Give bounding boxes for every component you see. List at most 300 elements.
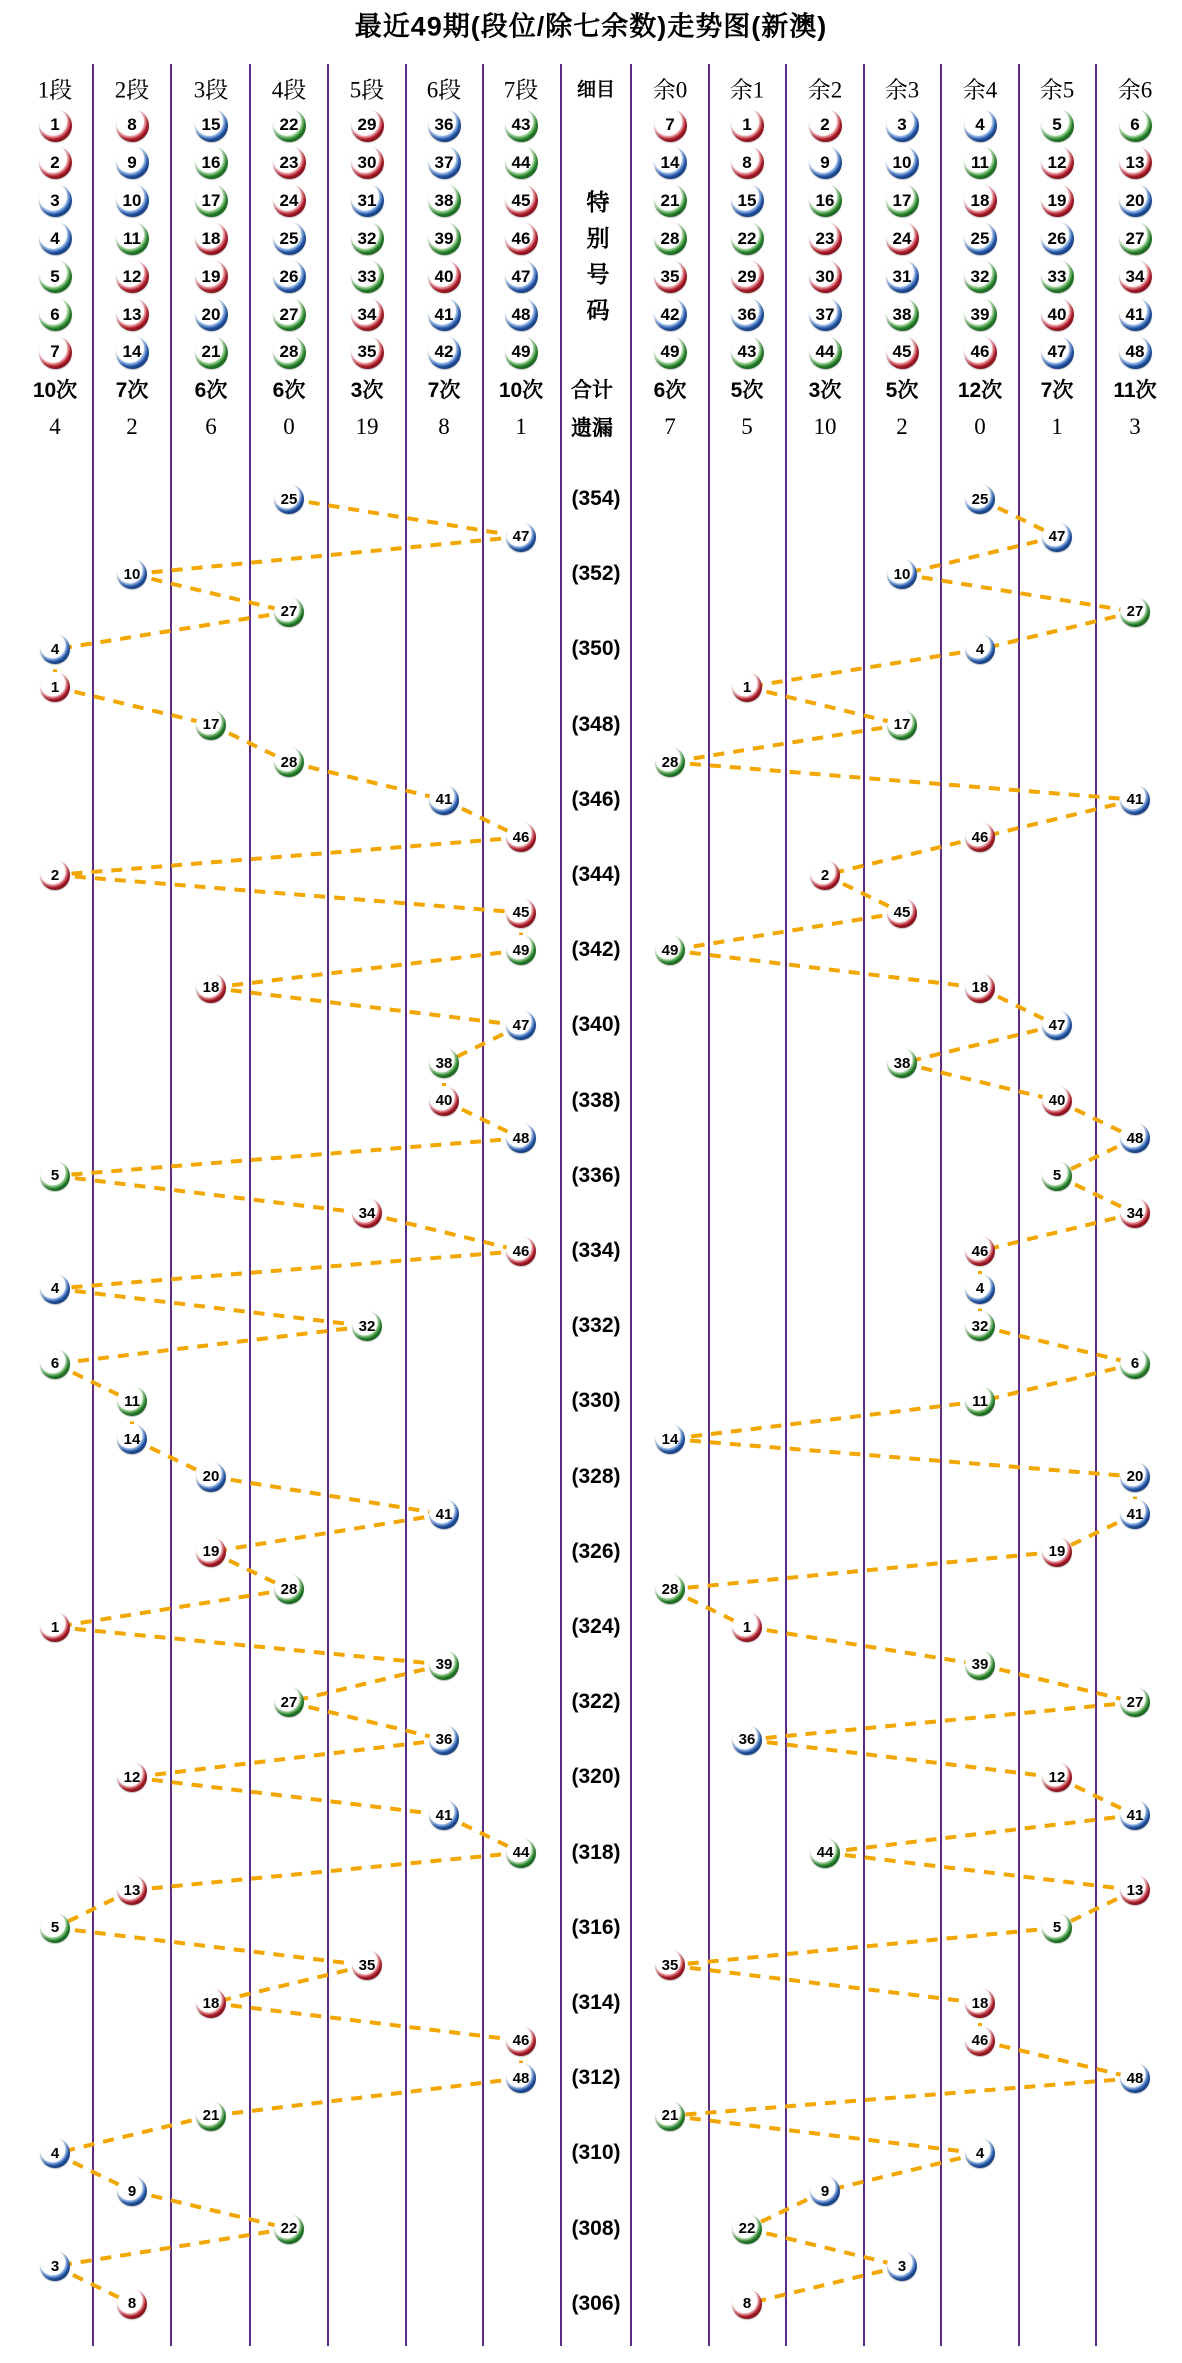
miss-count: 7: [664, 414, 676, 439]
trend-segment-left: [55, 1289, 367, 1327]
header-ball: 5: [39, 260, 72, 293]
header-ball: 35: [351, 336, 384, 369]
chart-ball: 11: [117, 1386, 147, 1416]
miss-count: 6: [205, 414, 217, 439]
period-label: (314): [571, 1991, 621, 2014]
header-ball: 28: [273, 336, 306, 369]
period-label: (320): [571, 1765, 621, 1789]
chart-ball: 39: [965, 1650, 995, 1680]
trend-segment-right: [980, 1665, 1135, 1703]
chart-ball: 35: [352, 1950, 382, 1980]
trend-segment-left: [211, 2003, 521, 2041]
chart-ball: 3: [40, 2251, 70, 2281]
header-ball: 14: [654, 146, 687, 179]
trend-segment-right: [670, 1401, 980, 1439]
header-ball: 26: [273, 260, 306, 293]
period-label: (308): [571, 2216, 621, 2240]
chart-ball: 1: [732, 1612, 762, 1642]
chart-ball: 35: [655, 1950, 685, 1980]
chart-ball: 22: [732, 2214, 762, 2244]
chart-ball: 20: [196, 1462, 226, 1492]
header-ball: 11: [116, 222, 149, 255]
trend-segment-right: [980, 612, 1135, 650]
chart-ball: 4: [965, 1274, 995, 1304]
period-label: (324): [571, 1615, 621, 1638]
header-ball: 4: [39, 222, 72, 255]
miss-count: 2: [896, 414, 908, 439]
trend-segment-right: [670, 762, 1135, 800]
column-header-remainder: 余1: [729, 77, 765, 103]
chart-ball: 48: [506, 1123, 536, 1153]
header-ball: 40: [1041, 298, 1074, 331]
chart-ball: 46: [965, 822, 995, 852]
trend-segment-left: [55, 1138, 521, 1176]
chart-ball: 40: [1042, 1086, 1072, 1116]
header-ball: 25: [273, 222, 306, 255]
header-ball: 1: [731, 109, 764, 142]
chart-ball: 25: [965, 484, 995, 514]
total-count: 6次: [272, 379, 306, 402]
trend-segment-right: [980, 1364, 1135, 1402]
chart-ball: 27: [1120, 597, 1150, 627]
column-header-segment: 4段: [271, 77, 307, 103]
period-label: (326): [571, 1539, 621, 1563]
chart-ball: 46: [965, 1236, 995, 1266]
header-ball: 17: [886, 184, 919, 217]
chart-ball: 21: [196, 2101, 226, 2131]
column-header-remainder: 余0: [652, 77, 688, 103]
header-ball: 35: [654, 260, 687, 293]
trend-segment-left: [211, 950, 521, 988]
header-ball: 47: [1041, 336, 1074, 369]
trend-segment-left: [132, 2191, 289, 2229]
header-ball: 7: [39, 336, 72, 369]
header-ball: 33: [1041, 260, 1074, 293]
chart-ball: 46: [506, 1236, 536, 1266]
chart-ball: 4: [965, 634, 995, 664]
trend-segment-left: [132, 1740, 444, 1778]
trend-segment-right: [747, 1740, 1057, 1778]
header-ball: 27: [273, 298, 306, 331]
header-ball: 7: [654, 109, 687, 142]
trend-segment-left: [55, 1928, 367, 1966]
miss-count: 1: [1051, 414, 1063, 439]
chart-ball: 36: [429, 1725, 459, 1755]
miss-count: 19: [355, 414, 379, 439]
header-ball: 36: [428, 109, 461, 142]
trend-segment-right: [670, 950, 980, 988]
header-ball: 31: [351, 184, 384, 217]
header-ball: 48: [1119, 336, 1152, 369]
chart-ball: 45: [887, 898, 917, 928]
header-ball: 5: [1041, 109, 1074, 142]
header-ball: 15: [731, 184, 764, 217]
total-count: 12次: [957, 379, 1003, 402]
chart-ball: 6: [40, 1349, 70, 1379]
chart-ball: 48: [506, 2063, 536, 2093]
trend-segment-left: [132, 1777, 444, 1815]
header-ball: 13: [1119, 146, 1152, 179]
header-ball: 3: [886, 109, 919, 142]
totals-row-label: 合计: [571, 378, 613, 402]
miss-count: 5: [741, 414, 753, 439]
chart-ball: 32: [965, 1311, 995, 1341]
period-label: (316): [571, 1915, 621, 1939]
header-ball: 32: [964, 260, 997, 293]
chart-ball: 19: [1042, 1537, 1072, 1567]
header-ball: 18: [195, 222, 228, 255]
chart-ball: 5: [1042, 1161, 1072, 1191]
chart-ball: 17: [887, 710, 917, 740]
header-ball: 2: [809, 109, 842, 142]
chart-ball: 28: [655, 1574, 685, 1604]
trend-segment-left: [132, 1853, 521, 1891]
trend-segment-right: [670, 2078, 1135, 2116]
total-count: 11次: [1113, 379, 1157, 402]
misses-row-label: 遗漏: [571, 416, 613, 440]
chart-ball: 40: [429, 1086, 459, 1116]
chart-ball: 47: [506, 522, 536, 552]
trend-segment-left: [55, 2116, 211, 2154]
chart-ball: 47: [1042, 1010, 1072, 1040]
chart-ball: 27: [274, 1687, 304, 1717]
chart-ball: 6: [1120, 1349, 1150, 1379]
period-label: (340): [571, 1013, 621, 1037]
header-ball: 39: [964, 298, 997, 331]
chart-ball: 20: [1120, 1462, 1150, 1492]
total-count: 5次: [730, 379, 764, 402]
header-ball: 14: [116, 336, 149, 369]
chart-ball: 11: [965, 1386, 995, 1416]
trend-segment-right: [670, 1439, 1135, 1477]
header-ball: 44: [505, 146, 538, 179]
chart-ball: 5: [40, 1913, 70, 1943]
chart-ball: 46: [506, 2026, 536, 2056]
total-count: 7次: [1040, 379, 1074, 402]
chart-ball: 18: [196, 973, 226, 1003]
page-title: 最近49期(段位/除七余数)走势图(新澳): [354, 11, 828, 42]
total-count: 10次: [498, 379, 544, 402]
miss-count: 3: [1129, 414, 1141, 439]
trend-segment-right: [825, 837, 980, 875]
trend-segment-right: [747, 687, 902, 725]
header-ball: 46: [505, 222, 538, 255]
header-ball: 43: [505, 109, 538, 142]
column-header-segment: 6段: [426, 77, 462, 103]
total-count: 10次: [32, 379, 78, 402]
header-ball: 16: [195, 146, 228, 179]
chart-ball: 49: [506, 935, 536, 965]
miss-count: 0: [283, 414, 295, 439]
column-header-remainder: 余3: [884, 77, 920, 103]
chart-ball: 10: [887, 559, 917, 589]
chart-ball: 41: [1120, 1499, 1150, 1529]
header-ball: 42: [654, 298, 687, 331]
chart-ball: 9: [810, 2176, 840, 2206]
header-ball: 49: [505, 336, 538, 369]
trend-segment-right: [980, 1326, 1135, 1364]
chart-ball: 28: [274, 1574, 304, 1604]
chart-ball: 22: [274, 2214, 304, 2244]
period-label: (350): [571, 637, 621, 661]
trend-segment-left: [55, 1251, 521, 1289]
header-ball: 43: [731, 336, 764, 369]
header-ball: 11: [964, 146, 997, 179]
chart-ball: 18: [196, 1988, 226, 2018]
total-count: 6次: [194, 379, 228, 402]
detail-column-header: 细目: [576, 79, 616, 101]
header-ball: 48: [505, 298, 538, 331]
header-ball: 33: [351, 260, 384, 293]
header-ball: 40: [428, 260, 461, 293]
chart-ball: 2: [40, 860, 70, 890]
chart-ball: 39: [429, 1650, 459, 1680]
chart-ball: 27: [274, 597, 304, 627]
chart-ball: 41: [1120, 1800, 1150, 1830]
period-label: (352): [571, 562, 621, 586]
header-ball: 6: [39, 298, 72, 331]
trend-segment-right: [825, 2153, 980, 2191]
chart-ball: 17: [196, 710, 226, 740]
period-label: (312): [571, 2066, 621, 2090]
trend-segment-left: [289, 762, 444, 800]
trend-segment-right: [825, 1853, 1135, 1891]
header-ball: 31: [886, 260, 919, 293]
trend-segment-left: [211, 1965, 367, 2003]
chart-ball: 5: [1042, 1913, 1072, 1943]
trend-segment-left: [211, 2078, 521, 2116]
trend-segment-left: [55, 875, 521, 913]
total-count: 3次: [350, 379, 384, 402]
header-ball: 41: [428, 298, 461, 331]
trend-segment-left: [289, 1665, 444, 1703]
chart-ball: 38: [429, 1048, 459, 1078]
chart-ball: 36: [732, 1725, 762, 1755]
chart-ball: 4: [40, 634, 70, 664]
period-label: (344): [571, 863, 621, 886]
header-ball: 19: [195, 260, 228, 293]
trend-segment-left: [132, 537, 521, 575]
column-header-segment: 7段: [503, 77, 539, 103]
chart-ball: 44: [506, 1838, 536, 1868]
trend-segment-right: [902, 1063, 1057, 1101]
header-ball: 28: [654, 222, 687, 255]
chart-ball: 48: [1120, 2063, 1150, 2093]
header-ball: 10: [116, 184, 149, 217]
column-header-remainder: 余4: [962, 77, 998, 103]
chart-ball: 21: [655, 2101, 685, 2131]
header-ball: 21: [195, 336, 228, 369]
chart-ball: 28: [655, 747, 685, 777]
chart-ball: 41: [429, 1499, 459, 1529]
header-ball: 32: [351, 222, 384, 255]
total-count: 6次: [653, 379, 687, 402]
trend-segment-right: [902, 537, 1057, 575]
header-ball: 9: [809, 146, 842, 179]
chart-ball: 47: [506, 1010, 536, 1040]
period-label: (354): [571, 487, 621, 510]
period-label: (318): [571, 1840, 621, 1864]
header-ball: 13: [116, 298, 149, 331]
period-label: (336): [571, 1163, 621, 1187]
trend-segment-right: [670, 1965, 980, 2003]
chart-ball: 41: [429, 785, 459, 815]
header-ball: 29: [351, 109, 384, 142]
chart-ball: 44: [810, 1838, 840, 1868]
period-label: (342): [571, 938, 621, 962]
header-ball: 20: [1119, 184, 1152, 217]
column-header-segment: 3段: [193, 77, 229, 103]
chart-ball: 4: [40, 2138, 70, 2168]
chart-ball: 38: [887, 1048, 917, 1078]
miss-count: 10: [813, 414, 837, 439]
column-header-remainder: 余2: [807, 77, 843, 103]
total-count: 3次: [808, 379, 842, 402]
header-ball: 39: [428, 222, 461, 255]
trend-segment-left: [211, 988, 521, 1026]
chart-ball: 8: [732, 2289, 762, 2319]
header-ball: 37: [428, 146, 461, 179]
header-ball: 16: [809, 184, 842, 217]
chart-ball: 12: [1042, 1762, 1072, 1792]
chart-ball: 10: [117, 559, 147, 589]
chart-ball: 1: [732, 672, 762, 702]
chart-ball: 13: [1120, 1875, 1150, 1905]
header-ball: 1: [39, 109, 72, 142]
header-ball: 8: [116, 109, 149, 142]
header-ball: 8: [731, 146, 764, 179]
special-number-vertical-label: 特别号码: [583, 190, 609, 334]
column-header-remainder: 余5: [1039, 77, 1075, 103]
header-ball: 23: [273, 146, 306, 179]
trend-segment-right: [747, 2266, 902, 2304]
chart-ball: 4: [40, 1274, 70, 1304]
header-ball: 49: [654, 336, 687, 369]
trend-segment-left: [367, 1213, 521, 1251]
period-label: (334): [571, 1239, 621, 1262]
chart-ball: 13: [117, 1875, 147, 1905]
header-ball: 10: [886, 146, 919, 179]
header-ball: 44: [809, 336, 842, 369]
miss-count: 8: [438, 414, 450, 439]
header-ball: 6: [1119, 109, 1152, 142]
miss-count: 2: [126, 414, 138, 439]
trend-segment-left: [289, 1702, 444, 1740]
header-ball: 12: [1041, 146, 1074, 179]
chart-ball: 41: [429, 1800, 459, 1830]
header-ball: 25: [964, 222, 997, 255]
chart-ball: 45: [506, 898, 536, 928]
miss-count: 0: [974, 414, 986, 439]
chart-ball: 14: [117, 1424, 147, 1454]
chart-ball: 47: [1042, 522, 1072, 552]
chart-ball: 32: [352, 1311, 382, 1341]
chart-ball: 25: [274, 484, 304, 514]
header-ball: 34: [1119, 260, 1152, 293]
period-label: (322): [571, 1690, 621, 1714]
header-ball: 34: [351, 298, 384, 331]
chart-ball: 9: [117, 2176, 147, 2206]
period-label: (338): [571, 1088, 621, 1112]
trend-segment-left: [55, 837, 521, 875]
header-ball: 46: [964, 336, 997, 369]
total-count: 7次: [427, 379, 461, 402]
trend-segment-right: [980, 800, 1135, 838]
chart-ball: 5: [40, 1161, 70, 1191]
chart-ball: 27: [1120, 1687, 1150, 1717]
chart-ball: 1: [40, 672, 70, 702]
chart-ball: 2: [810, 860, 840, 890]
header-ball: 17: [195, 184, 228, 217]
header-ball: 4: [964, 109, 997, 142]
chart-ball: 18: [965, 1988, 995, 2018]
period-label: (306): [571, 2291, 621, 2315]
trend-segment-right: [980, 2041, 1135, 2079]
header-ball: 20: [195, 298, 228, 331]
header-ball: 37: [809, 298, 842, 331]
trend-segment-left: [55, 687, 211, 725]
chart-ball: 12: [117, 1762, 147, 1792]
trend-segment-right: [902, 1025, 1057, 1063]
chart-ball: 14: [655, 1424, 685, 1454]
period-label: (346): [571, 787, 621, 811]
trend-segment-right: [670, 2116, 980, 2154]
header-ball: 29: [731, 260, 764, 293]
period-label: (332): [571, 1314, 621, 1338]
chart-ball: 49: [655, 935, 685, 965]
trend-segment-right: [747, 2229, 902, 2267]
trend-segment-right: [980, 1213, 1135, 1251]
period-label: (330): [571, 1389, 621, 1413]
header-ball: 15: [195, 109, 228, 142]
header-ball: 3: [39, 184, 72, 217]
header-ball: 45: [505, 184, 538, 217]
column-header-segment: 5段: [349, 77, 385, 103]
header-ball: 45: [886, 336, 919, 369]
chart-ball: 48: [1120, 1123, 1150, 1153]
header-ball: 27: [1119, 222, 1152, 255]
trend-segment-left: [55, 1176, 367, 1214]
header-ball: 19: [1041, 184, 1074, 217]
column-header-remainder: 余6: [1117, 77, 1153, 103]
header-ball: 24: [273, 184, 306, 217]
header-ball: 21: [654, 184, 687, 217]
period-label: (348): [571, 712, 621, 736]
trend-segment-left: [55, 1326, 367, 1364]
header-ball: 23: [809, 222, 842, 255]
chart-ball: 41: [1120, 785, 1150, 815]
period-label: (328): [571, 1464, 621, 1488]
header-ball: 41: [1119, 298, 1152, 331]
header-ball: 12: [116, 260, 149, 293]
column-header-segment: 2段: [114, 77, 150, 103]
chart-ball: 3: [887, 2251, 917, 2281]
column-header-segment: 1段: [37, 77, 73, 103]
header-ball: 38: [428, 184, 461, 217]
chart-ball: 46: [965, 2026, 995, 2056]
trend-segment-left: [132, 574, 289, 612]
chart-ball: 8: [117, 2289, 147, 2319]
chart-ball: 46: [506, 822, 536, 852]
header-ball: 30: [809, 260, 842, 293]
header-ball: 36: [731, 298, 764, 331]
chart-ball: 19: [196, 1537, 226, 1567]
header-ball: 47: [505, 260, 538, 293]
chart-ball: 18: [965, 973, 995, 1003]
chart-ball: 1: [40, 1612, 70, 1642]
header-ball: 22: [273, 109, 306, 142]
header-ball: 26: [1041, 222, 1074, 255]
